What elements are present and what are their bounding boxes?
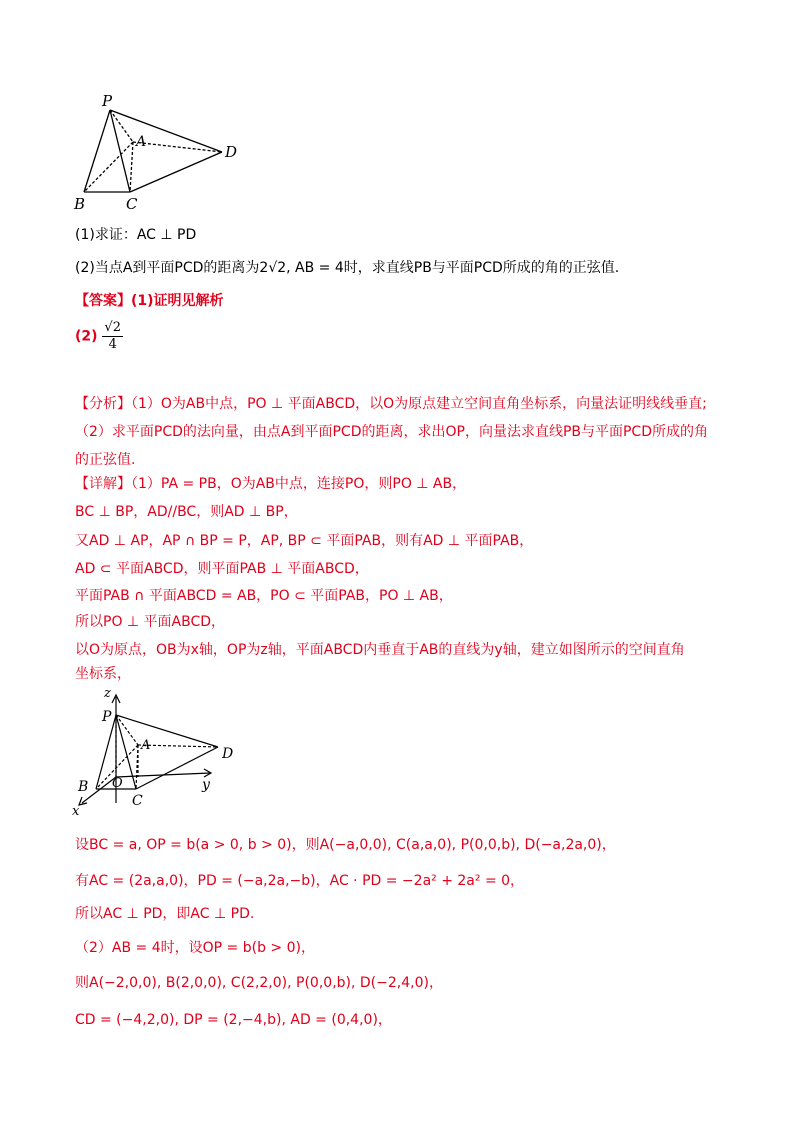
analysis-line-3: 的正弦值. <box>75 452 136 468</box>
detail-line-6: 所以PO ⊥ 平面ABCD， <box>75 614 226 630</box>
calc-line-1: 设BC = a, OP = b(a > 0, b > 0)，则A(−a,0,0), C(a,a,0), P(0,0,b), D(−a,2a,0)， <box>75 837 616 853</box>
calc-line-6: CD = (−4,2,0), DP = (2,−4,b), AD = (0,4,0)， <box>75 1012 392 1028</box>
label-O2: O <box>112 776 123 791</box>
label-B: B <box>74 195 86 213</box>
label-C2: C <box>132 793 143 809</box>
analysis-line-1: 【分析】（1）O为AB中点，PO ⊥ 平面ABCD，以O为原点建立空间直角坐标系，向量法证明线线垂直; <box>75 396 707 412</box>
label-A: A <box>136 134 147 150</box>
pyramid-figure-2 <box>68 685 248 820</box>
detail-line-5: 平面PAB ∩ 平面ABCD = AB，PO ⊂ 平面PAB，PO ⊥ AB， <box>75 588 453 604</box>
axis-label-z: z <box>104 686 111 701</box>
label-B2: B <box>78 779 89 795</box>
label-C: C <box>126 195 138 213</box>
detail-line-7: 以O为原点，OB为x轴，OP为z轴，平面ABCD内垂直于AB的直线为y轴，建立如图所示的空间直角 <box>75 642 685 658</box>
analysis-line-2: （2）求平面PCD的法向量，由点A到平面PCD的距离，求出OP，向量法求直线PB与平面PCD所成的角 <box>75 424 708 440</box>
axis-label-x: x <box>72 804 80 819</box>
label-D: D <box>225 143 238 161</box>
detail-line-8: 坐标系， <box>75 666 131 682</box>
answer-line-1: 【答案】(1)证明见解析 <box>75 293 224 309</box>
label-P2: P <box>102 709 112 725</box>
label-A2: A <box>141 738 151 753</box>
answer-fraction <box>102 320 123 353</box>
label-P: P <box>102 92 113 110</box>
answer-part-2-prefix: (2) <box>75 328 98 345</box>
pyramid-figure-1 <box>70 92 250 217</box>
calc-line-4: （2）AB = 4时，设OP = b(b > 0)， <box>75 940 315 956</box>
detail-line-1: 【详解】（1）PA = PB，O为AB中点，连接PO，则PO ⊥ AB， <box>75 476 467 492</box>
label-D2: D <box>222 746 234 762</box>
axis-label-y: y <box>202 777 210 793</box>
detail-line-4: AD ⊂ 平面ABCD，则平面PAB ⊥ 平面ABCD， <box>75 561 369 577</box>
fraction-numerator: √2 <box>104 320 121 335</box>
calc-line-2: 有AC = (2a,a,0)，PD = (−a,2a,−b)，AC · PD = −2a² + 2a² = 0， <box>75 873 525 889</box>
question-2: (2)当点A到平面PCD的距离为2√2, AB = 4时，求直线PB与平面PCD所成的角的正弦值. <box>75 260 620 276</box>
detail-line-2: BC ⊥ BP，AD//BC，则AD ⊥ BP， <box>75 504 298 520</box>
answer-line-2 <box>75 320 123 356</box>
detail-line-3: 又AD ⊥ AP，AP ∩ BP = P，AP, BP ⊂ 平面PAB，则有AD ⊥ 平面PAB， <box>75 533 534 549</box>
fraction-denominator: 4 <box>108 337 117 352</box>
question-1: (1)求证：AC ⊥ PD <box>75 227 197 243</box>
calc-line-5: 则A(−2,0,0), B(2,0,0), C(2,2,0), P(0,0,b), D(−2,4,0)， <box>75 975 443 991</box>
calc-line-3: 所以AC ⊥ PD，即AC ⊥ PD. <box>75 906 255 922</box>
